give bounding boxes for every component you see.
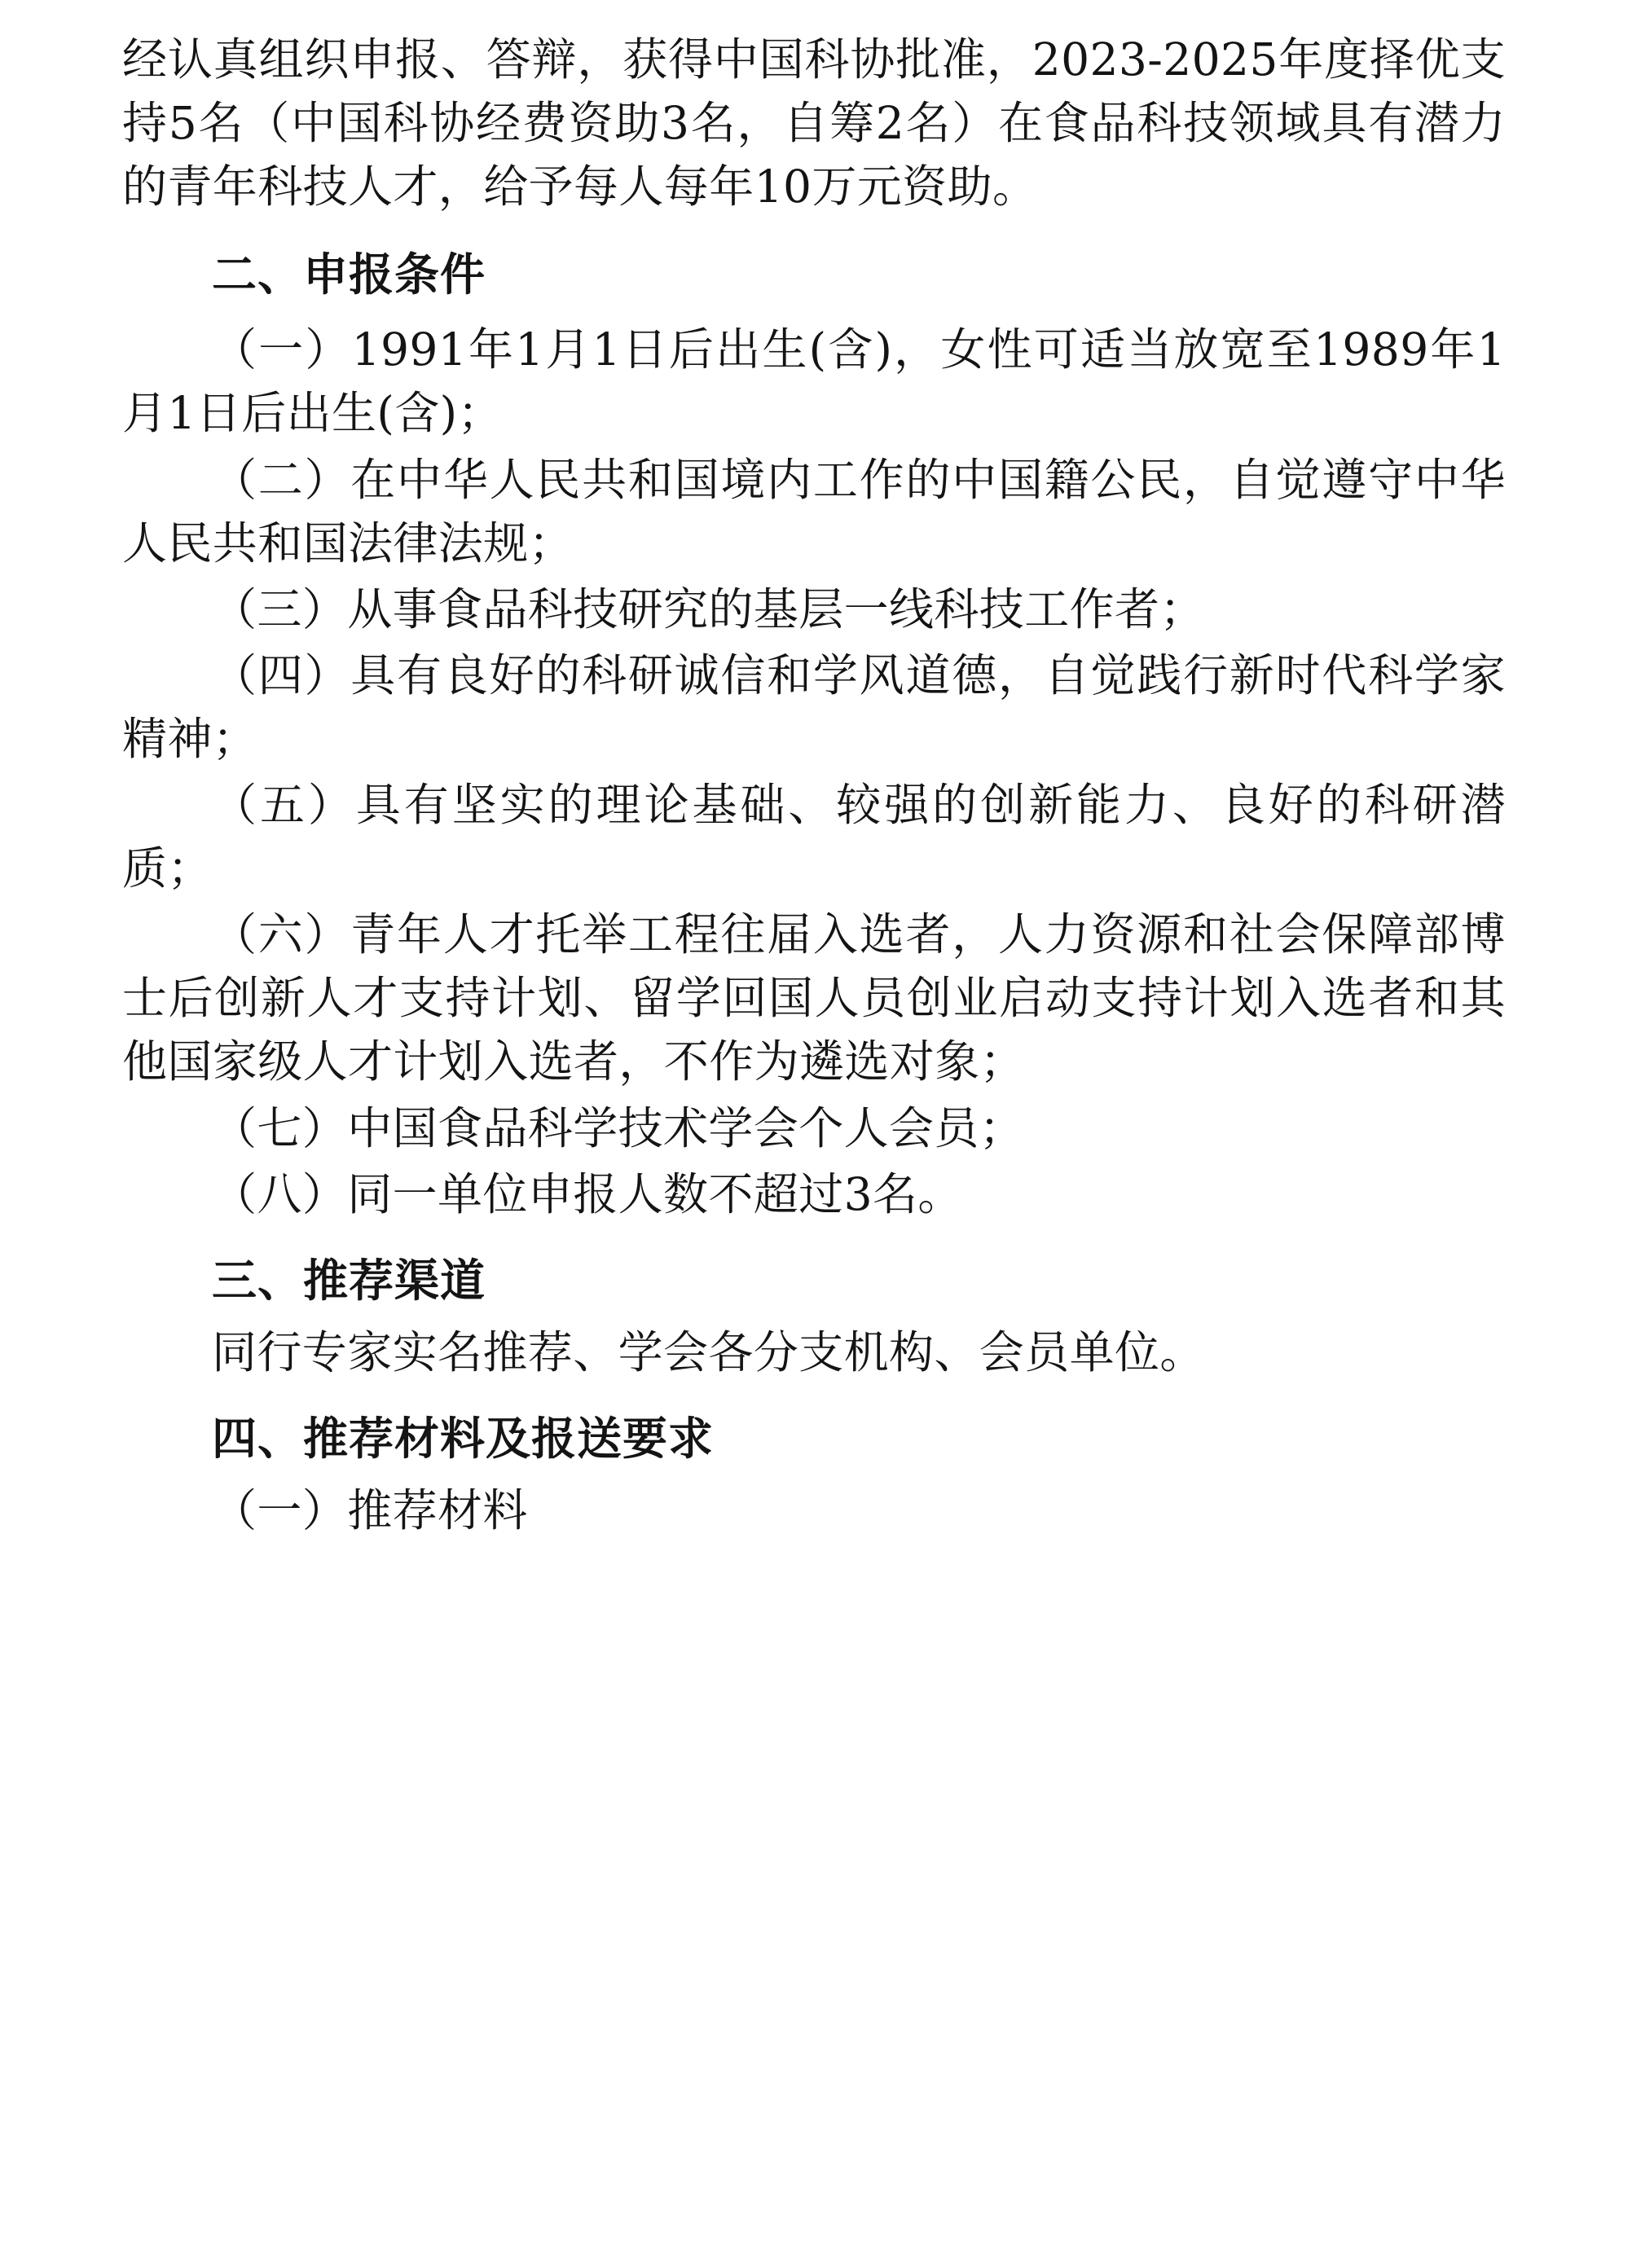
section-heading-4: 四、推荐材料及报送要求 — [212, 1412, 715, 1465]
recommendation-channel-text: 同行专家实名推荐、学会各分支机构、会员单位。 — [212, 1325, 1205, 1378]
section-heading-3: 三、推荐渠道 — [212, 1254, 486, 1307]
condition-item-7: （七）中国食品科学技术学会个人会员； — [212, 1101, 1025, 1154]
document-body — [122, 28, 1506, 1542]
condition-item-5: （五）具有坚实的理论基础、较强的创新能力、良好的科研潜质； — [122, 779, 1506, 895]
section-heading-2: 二、申报条件 — [212, 248, 486, 301]
condition-item-1: （一）1991年1月1日后出生(含)，女性可适当放宽至1989年1月1日后出生(含)； — [122, 323, 1506, 440]
condition-item-4: （四）具有良好的科研诚信和学风道德，自觉践行新时代科学家精神； — [122, 648, 1506, 765]
condition-item-2: （二）在中华人民共和国境内工作的中国籍公民，自觉遵守中华人民共和国法律法规； — [122, 453, 1506, 569]
condition-item-6: （六）青年人才托举工程往届入选者，人力资源和社会保障部博士后创新人才支持计划、留学回国人员创业启动支持计划入选者和其他国家级人才计划入选者，不作为遴选对象； — [122, 908, 1506, 1088]
materials-item-1: （一）推荐材料 — [212, 1483, 528, 1536]
intro-paragraph: 经认真组织申报、答辩，获得中国科协批准，2023-2025年度择优支持5名（中国科协经费资助3名，自筹2名）在食品科技领域具有潜力的青年科技人才，给予每人每年10万元资助。 — [122, 33, 1506, 213]
condition-item-8: （八）同一单位申报人数不超过3名。 — [212, 1167, 963, 1220]
condition-item-3: （三）从事食品科技研究的基层一线科技工作者； — [212, 582, 1205, 635]
